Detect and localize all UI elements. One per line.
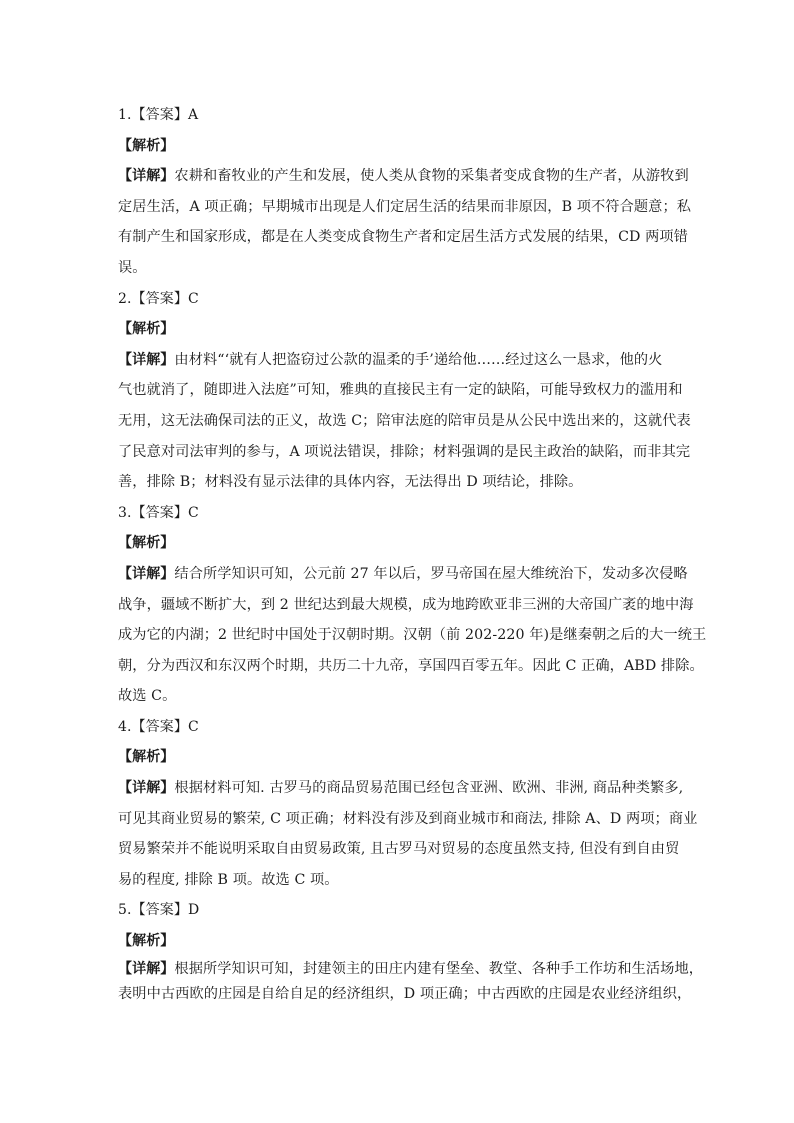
detail-label: 【详解】 (118, 565, 175, 582)
detail-line: 了民意对司法审判的参与，A 项说法错误，排除；材料强调的是民主政治的缺陷，而非其完 (118, 443, 691, 460)
detail-label: 【详解】 (118, 780, 175, 797)
detail-line: 战争，疆域不断扩大，到 2 世纪达到最大规模，成为地跨欧亚非三洲的大帝国广袤的地中海 (118, 596, 694, 613)
detail-line (118, 559, 688, 590)
answer-item-1 (118, 100, 692, 284)
detail-line: 朝，分为西汉和东汉两个时期，共历二十九帝，享国四百零五年。因此 C 正确，ABD 排除。 (118, 657, 704, 674)
answer-line: 3.【答案】C (118, 504, 199, 521)
detail-text: 农耕和畜牧业的产生和发展，使人类从食物的采集者变成食物的生产者，从游牧到 (174, 168, 689, 185)
answer-item-5 (118, 895, 704, 1006)
detail-label: 【详解】 (118, 960, 175, 977)
detail-line: 定居生活，A 项正确；早期城市出现是人们定居生活的结果而非原因，B 项不符合题意；私 (118, 198, 692, 215)
detail-label: 【详解】 (118, 351, 175, 368)
detail-line: 表明中古西欧的庄园是自给自足的经济组织，D 项正确；中古西欧的庄园是农业经济组织， (118, 985, 692, 1002)
detail-text: 根据材料可知. 古罗马的商品贸易范围已经包含亚洲、欧洲、非洲, 商品种类繁多, (174, 780, 684, 797)
answer-item-4 (118, 712, 698, 896)
answer-line: 5.【答案】D (118, 902, 200, 919)
detail-text: 根据所学知识可知，封建领主的田庄内建有堡垒、教堂、各种手工作坊和生活场地， (174, 960, 704, 977)
detail-line (118, 345, 688, 376)
detail-text: 由材料“‘就有人把盗窃过公款的温柔的手’递给他……经过这么一恳求，他的火 (174, 351, 663, 368)
analysis-label: 【解析】 (118, 749, 175, 766)
detail-line: 误。 (118, 259, 147, 276)
detail-line: 故选 C。 (118, 688, 177, 705)
answer-item-3 (118, 498, 707, 712)
detail-line: 成为它的内湖；2 世纪时中国处于汉朝时期。汉朝（前 202-220 年)是继秦朝之后的大一统王 (118, 627, 707, 644)
detail-text: 结合所学知识可知，公元前 27 年以后，罗马帝国在屋大维统治下，发动多次侵略 (174, 565, 688, 582)
analysis-label: 【解析】 (118, 137, 175, 154)
detail-line (118, 773, 688, 804)
answer-line: 2.【答案】C (118, 290, 199, 307)
answer-line: 4.【答案】C (118, 718, 199, 735)
detail-line (118, 957, 704, 982)
analysis-label: 【解析】 (118, 321, 175, 338)
answer-line: 1.【答案】A (118, 107, 199, 123)
detail-line: 气也就消了，随即进入法庭”可知，雅典的直接民主有一定的缺陷，可能导致权力的滥用和 (118, 382, 683, 399)
detail-line: 易的程度, 排除 B 项。故选 C 项。 (118, 871, 339, 888)
detail-line (118, 161, 688, 192)
analysis-label: 【解析】 (118, 933, 175, 950)
detail-line: 无用，这无法确保司法的正义，故选 C；陪审法庭的陪审员是从公民中选出来的，这就代表 (118, 412, 691, 429)
detail-line: 善，排除 B；材料没有显示法律的具体内容，无法得出 D 项结论，排除。 (118, 474, 583, 491)
analysis-label: 【解析】 (118, 535, 175, 552)
answer-item-2 (118, 284, 691, 498)
detail-line: 贸易繁荣并不能说明采取自由贸易政策, 且古罗马对贸易的态度虽然支持, 但没有到自由贸 (118, 841, 680, 858)
detail-line: 有制产生和国家形成，都是在人类变成食物生产者和定居生活方式发展的结果，CD 两项错 (118, 229, 688, 246)
answer-content (118, 100, 707, 1007)
detail-label: 【详解】 (118, 168, 175, 185)
detail-line: 可见其商业贸易的繁荣, C 项正确；材料没有涉及到商业城市和商法, 排除 A、D 两项；商业 (118, 810, 698, 827)
